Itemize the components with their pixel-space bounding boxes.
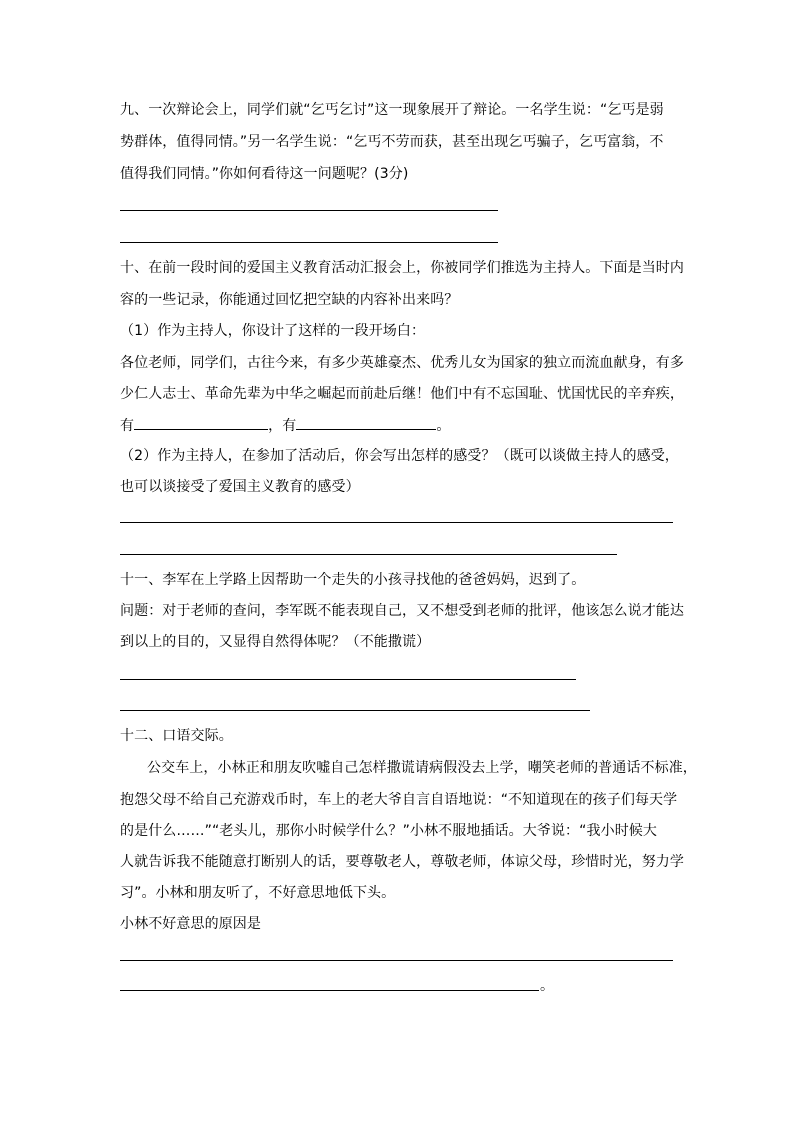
q12-paragraph-line-5: 习”。小林和朋友听了，不好意思地低下头。 — [120, 885, 396, 901]
q10-part2-line-2: 也可以谈接受了爱国主义教育的感受） — [120, 479, 360, 495]
q10-blank-1[interactable] — [134, 414, 268, 430]
q10-text-line-2: 容的一些记录，你能通过回忆把空缺的内容补出来吗？ — [120, 292, 459, 308]
q12-answer-line-2[interactable] — [120, 990, 539, 991]
q10-fill-end: 。 — [436, 418, 451, 434]
q10-fill-middle: ，有 — [268, 418, 297, 434]
q12-prompt: 小林不好意思的原因是 — [120, 916, 261, 932]
q10-part1-line-2: 少仁人志士、革命先辈为中华之崛起而前赴后继！他们中有不忘国耻、忧国忧民的辛弃疾， — [120, 386, 684, 402]
q10-part1-line-1: 各位老师，同学们，古往今来，有多少英雄豪杰、优秀儿女为国家的独立而流血献身，有多 — [120, 355, 684, 371]
q12-answer-line-1[interactable] — [120, 960, 673, 961]
q9-answer-line-2[interactable] — [120, 242, 498, 243]
q9-text-line-1: 九、一次辩论会上，同学们就“乞丐乞讨”这一现象展开了辩论。一名学生说：“乞丐是弱 — [120, 102, 664, 118]
q10-text-line-1: 十、在前一段时间的爱国主义教育活动汇报会上，你被同学们推选为主持人。下面是当时内 — [120, 260, 684, 276]
q12-paragraph-line-1: 公交车上，小林正和朋友吹嘘自己怎样撒谎请病假没去上学，嘲笑老师的普通话不标准， — [147, 760, 697, 776]
q10-answer-line-2[interactable] — [120, 554, 617, 555]
q10-part2-line-1: （2）作为主持人，在参加了活动后，你会写出怎样的感受？（既可以谈做主持人的感受， — [120, 448, 679, 464]
q10-part1-title: （1）作为主持人，你设计了这样的一段开场白： — [120, 323, 426, 339]
q11-text-line-1: 十一、李军在上学路上因帮助一个走失的小孩寻找他的爸爸妈妈，迟到了。 — [120, 572, 586, 588]
q12-end-mark: 。 — [540, 978, 555, 994]
q9-answer-line-1[interactable] — [120, 210, 498, 211]
q12-paragraph-line-3: 的是什么……”“老头儿，那你小时候学什么？”小林不服地插话。大爷说：“我小时候大 — [120, 823, 658, 839]
q11-answer-line-1[interactable] — [120, 679, 576, 680]
q12-paragraph-line-2: 抱怨父母不给自己充游戏币时，车上的老大爷自言自语地说：“不知道现在的孩子们每天学 — [120, 792, 678, 808]
q11-text-line-3: 到以上的目的，又显得自然得体呢？（不能撒谎） — [120, 634, 431, 650]
q10-blank-2[interactable] — [296, 414, 436, 430]
q9-text-line-3: 值得我们同情。”你如何看待这一问题呢？(3分) — [120, 166, 409, 182]
q11-answer-line-2[interactable] — [120, 710, 590, 711]
q10-fill-prefix: 有 — [120, 418, 135, 434]
q9-text-line-2: 势群体，值得同情。”另一名学生说：“乞丐不劳而获，甚至出现乞丐骗子，乞丐富翁，不 — [120, 134, 664, 150]
q12-paragraph-line-4: 人就告诉我不能随意打断别人的话，要尊敬老人，尊敬老师，体谅父母，珍惜时光，努力学 — [120, 854, 684, 870]
q10-fill-in-line — [120, 414, 450, 436]
q11-text-line-2: 问题：对于老师的查问，李军既不能表现自己，又不想受到老师的批评，他该怎么说才能达 — [120, 603, 684, 619]
q10-answer-line-1[interactable] — [120, 522, 673, 523]
q12-title: 十二、口语交际。 — [120, 728, 233, 744]
